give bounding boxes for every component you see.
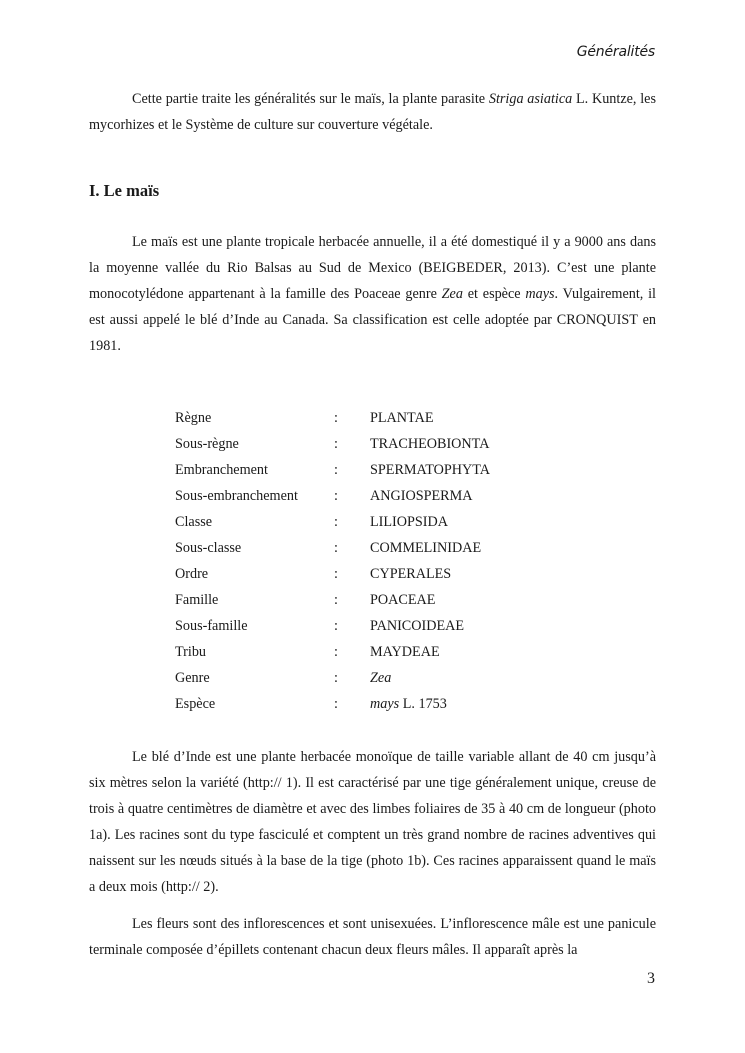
- rank-label: Sous-règne: [175, 436, 239, 452]
- p1-text-b: et espèce: [462, 286, 526, 302]
- paragraph-maize-origin: [89, 229, 656, 359]
- intro-text-start: Cette partie traite les généralités sur le maïs, la plante parasite: [132, 91, 489, 107]
- rank-separator: :: [334, 540, 338, 556]
- rank-separator: :: [334, 488, 338, 504]
- classification-row: [175, 457, 575, 483]
- rank-separator: :: [334, 462, 338, 478]
- classification-row: [175, 509, 575, 535]
- rank-separator: :: [334, 670, 338, 686]
- running-header: Généralités: [576, 44, 655, 60]
- rank-separator: :: [334, 514, 338, 530]
- p1-species: mays: [525, 286, 555, 302]
- rank-value: MAYDEAE: [370, 644, 440, 660]
- rank-value: POACEAE: [370, 592, 436, 608]
- classification-row: [175, 587, 575, 613]
- p1-text-a: Le maïs est une plante tropicale herbacée annuelle, il a été domestiqué il y a 9000 ans dans la moyenne vallée du Rio Balsas au Sud de Mexico (BEIGBEDER, 2013). C’est une plante monocotylédone appartenant à la famille des Poaceae genre: [89, 234, 656, 302]
- rank-value: SPERMATOPHYTA: [370, 462, 491, 478]
- rank-label: Sous-classe: [175, 540, 242, 556]
- intro-paragraph: [89, 86, 656, 138]
- rank-value: mays: [370, 696, 400, 712]
- rank-separator: :: [334, 410, 338, 426]
- page-number: 3: [647, 970, 655, 987]
- classification-row: [175, 535, 575, 561]
- rank-label: Genre: [175, 670, 210, 686]
- classification-row: [175, 561, 575, 587]
- rank-label: Embranchement: [175, 462, 268, 478]
- rank-value: PANICOIDEAE: [370, 618, 465, 634]
- rank-separator: :: [334, 436, 338, 452]
- classification-row: [175, 613, 575, 639]
- rank-label: Tribu: [175, 644, 207, 660]
- rank-label: Classe: [175, 514, 213, 530]
- section-heading: I. Le maïs: [89, 181, 160, 200]
- rank-value: CYPERALES: [370, 566, 452, 582]
- rank-separator: :: [334, 618, 338, 634]
- p1-text-c: . Vulgairement, il est aussi appelé le blé d’Inde au Canada. Sa classification est celle adoptée par CRONQUIST en 1981.: [89, 286, 657, 354]
- rank-value: Zea: [370, 670, 392, 686]
- rank-value: PLANTAE: [370, 410, 434, 426]
- rank-value-suffix: L. 1753: [399, 696, 447, 712]
- paragraph-maize-flowers: [89, 911, 656, 963]
- classification-row: [175, 483, 575, 509]
- classification-table: [175, 405, 575, 717]
- rank-label: Sous-embranchement: [175, 488, 298, 504]
- p2-text: Le blé d’Inde est une plante herbacée monoïque de taille variable allant de 40 cm jusqu’à six mètres selon la variété (http:// 1). Il est caractérisé par une tige généralement unique, creuse de trois à quatre centimètres de diamètre et avec des limbes foliaires de 35 à 40 cm de longueur (photo 1a). Les racines sont du type fasciculé et comptent un très grand nombre de racines adventives qui naissent sur les nœuds situés à la base de la tige (photo 1b). Ces racines apparaissent quand le maïs a deux mois (http:// 2).: [89, 749, 656, 895]
- rank-value-wrap: [370, 691, 447, 717]
- intro-species-name: Striga asiatica: [488, 91, 573, 107]
- rank-separator: :: [334, 696, 338, 712]
- rank-value: ANGIOSPERMA: [370, 488, 473, 504]
- classification-row: [175, 431, 575, 457]
- rank-label: Sous-famille: [175, 618, 248, 634]
- paragraph-maize-morphology: [89, 744, 656, 900]
- rank-value: COMMELINIDAE: [370, 540, 482, 556]
- classification-row: [175, 691, 575, 717]
- rank-label: Famille: [175, 592, 219, 608]
- rank-label: Espèce: [175, 696, 216, 712]
- intro-text-end: L. Kuntze, les mycorhizes et le Système de culture sur couverture végétale.: [89, 91, 656, 133]
- classification-row: [175, 639, 575, 665]
- rank-label: Ordre: [175, 566, 209, 582]
- p3-text: Les fleurs sont des inflorescences et sont unisexuées. L’inflorescence mâle est une panicule terminale composée d’épillets contenant chacun deux fleurs mâles. Il apparaît après la: [89, 916, 656, 958]
- rank-separator: :: [334, 566, 338, 582]
- rank-value: LILIOPSIDA: [370, 514, 449, 530]
- rank-label: Règne: [175, 410, 212, 426]
- classification-row: [175, 665, 575, 691]
- p1-genus: Zea: [441, 286, 463, 302]
- rank-separator: :: [334, 592, 338, 608]
- rank-separator: :: [334, 644, 338, 660]
- classification-row: [175, 405, 575, 431]
- rank-value: TRACHEOBIONTA: [370, 436, 490, 452]
